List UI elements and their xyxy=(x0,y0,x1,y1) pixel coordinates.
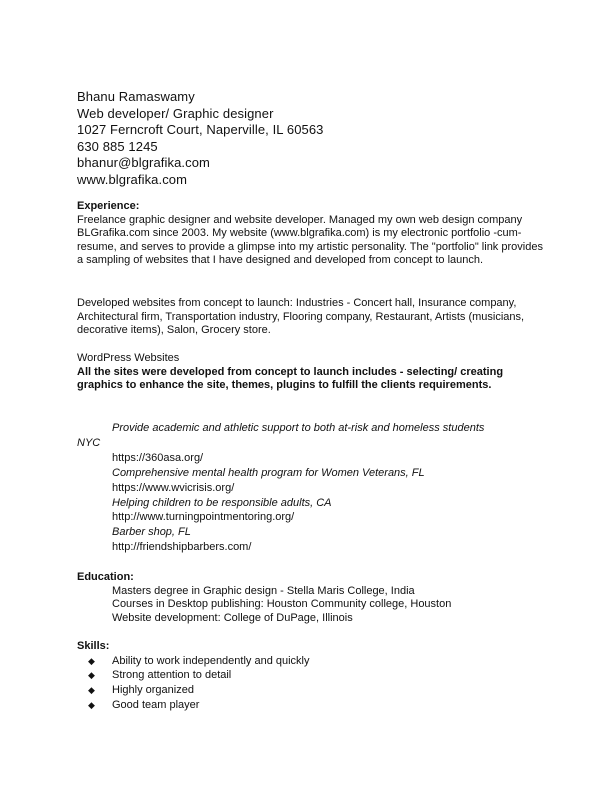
site-url: http://www.turningpointmentoring.org/ xyxy=(112,511,295,524)
job-title: Web developer/ Graphic designer xyxy=(77,105,274,121)
diamond-bullet-icon: ◆ xyxy=(88,699,95,710)
list-item xyxy=(77,698,547,713)
email: bhanur@blgrafika.com xyxy=(77,155,210,171)
wordpress-site-list xyxy=(77,421,547,555)
diamond-bullet-icon: ◆ xyxy=(88,684,95,695)
skill-text: Ability to work independently and quickly xyxy=(112,654,310,667)
experience-section xyxy=(77,200,547,268)
skill-text: Strong attention to detail xyxy=(112,669,232,682)
website: www.blgrafika.com xyxy=(77,171,188,187)
address: 1027 Ferncroft Court, Naperville, IL 60563 xyxy=(77,122,324,138)
education-item: Courses in Desktop publishing: Houston Community college, Houston xyxy=(112,598,452,611)
diamond-bullet-icon: ◆ xyxy=(88,655,95,666)
site-description: Helping children to be responsible adults, CA xyxy=(112,496,332,509)
applicant-name: Bhanu Ramaswamy xyxy=(77,89,195,104)
list-item xyxy=(77,668,547,683)
wordpress-heading: WordPress Websites xyxy=(77,352,180,364)
diamond-bullet-icon: ◆ xyxy=(88,670,95,681)
experience-paragraph-1: Freelance graphic designer and website developer. Managed my own web design company BLGrafika.com since 2003. My website (www.blgrafika.com) is my electronic portfolio -cum- resume, and serves to provide a glimpse into my artistic personality. The "portfolio" link provides a sampling of websites that I have designed and developed from concept to launch. xyxy=(77,213,543,267)
education-heading: Education: xyxy=(77,571,134,583)
education-item: Masters degree in Graphic design - Stella Maris College, India xyxy=(112,584,415,597)
site-description-wrap: NYC xyxy=(77,436,101,449)
education-section xyxy=(77,571,547,625)
list-item xyxy=(77,654,547,669)
list-item xyxy=(77,683,547,698)
site-description: Comprehensive mental health program for Women Veterans, FL xyxy=(112,466,425,479)
skill-text: Good team player xyxy=(112,698,200,711)
contact-header xyxy=(77,89,557,189)
skill-text: Highly organized xyxy=(112,683,194,696)
site-description: Barber shop, FL xyxy=(112,526,191,539)
skills-list xyxy=(77,654,547,713)
wordpress-summary: All the sites were developed from concept to launch includes - selecting/ creating graphics to enhance the site, themes, plugins to fulfill the clients requirements. xyxy=(77,365,504,392)
site-description: Provide academic and athletic support to both at-risk and homeless students xyxy=(112,422,485,434)
experience-paragraph-2: Developed websites from concept to launch: Industries - Concert hall, Insurance company, Architectural firm, Transportation industry, Flooring company, Restaurant, Artists (musicians, decorative items), Salon, Grocery store. xyxy=(77,297,525,337)
site-url: https://360asa.org/ xyxy=(112,451,204,464)
site-url: https://www.wvicrisis.org/ xyxy=(112,481,235,494)
wordpress-section xyxy=(77,352,547,393)
skills-section xyxy=(77,640,547,712)
skills-heading: Skills: xyxy=(77,640,110,652)
site-url: http://friendshipbarbers.com/ xyxy=(112,541,252,554)
education-item: Website development: College of DuPage, Illinois xyxy=(112,611,353,624)
experience-heading: Experience: xyxy=(77,200,140,212)
phone: 630 885 1245 xyxy=(77,138,158,154)
